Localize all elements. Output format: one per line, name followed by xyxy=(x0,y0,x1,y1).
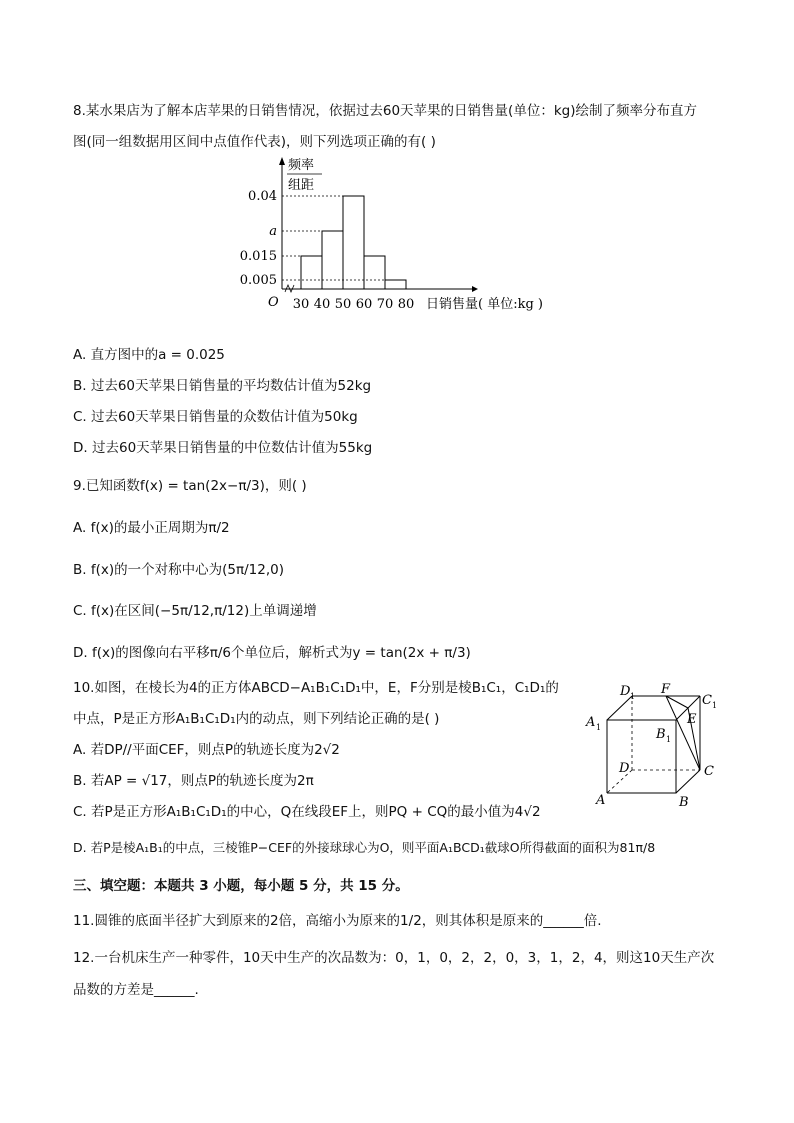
y-axis-arrow xyxy=(279,157,285,165)
frequency-histogram xyxy=(230,153,570,318)
q10-option-c: C. 若P是正方形A₁B₁C₁D₁的中心，Q在线段EF上，则PQ + CQ的最小值为4√2 xyxy=(73,804,541,820)
label-A: A xyxy=(596,793,606,808)
q10-option-b: B. 若AP = √17，则点P的轨迹长度为2π xyxy=(73,773,314,789)
bar-60-70 xyxy=(364,256,385,289)
label-A1-sub: 1 xyxy=(596,723,602,732)
q11-stem: 11.圆锥的底面半径扩大到原来的2倍，高缩小为原来的1/2，则其体积是原来的______倍. xyxy=(73,913,602,929)
q8-stem-line2: 图(同一组数据用区间中点值作代表)，则下列选项正确的有( ) xyxy=(73,134,436,150)
q12-stem-line1: 12.一台机床生产一种零件，10天中生产的次品数为：0，1，0，2，2，0，3，1，2，4，则这10天生产次 xyxy=(73,950,715,966)
q9-option-b: B. f(x)的一个对称中心为(5π/12,0) xyxy=(73,562,284,578)
ytick-0.015: 0.015 xyxy=(239,249,277,264)
q9-option-c: C. f(x)在区间(−5π/12,π/12)上单调递增 xyxy=(73,603,317,619)
xlabel: 日销售量( 单位:kg ) xyxy=(426,297,543,312)
q10-stem-line1: 10.如图，在棱长为4的正方体ABCD−A₁B₁C₁D₁中，E，F分别是棱B₁C₁，C₁D₁的 xyxy=(73,680,559,696)
label-D1-sub: 1 xyxy=(630,692,636,701)
label-D1: D xyxy=(620,684,631,699)
front-face xyxy=(607,720,676,793)
xtick-50: 50 xyxy=(334,297,352,312)
q9-option-a: A. f(x)的最小正周期为π/2 xyxy=(73,520,230,536)
q9-option-d: D. f(x)的图像向右平移π/6个单位后，解析式为y = tan(2x + π/3) xyxy=(73,645,471,661)
bar-70-80 xyxy=(385,280,406,289)
q8-stem-line1: 8.某水果店为了解本店苹果的日销售情况，依据过去60天苹果的日销售量(单位：kg)绘制了频率分布直方 xyxy=(73,103,697,119)
ytick-a: a xyxy=(269,224,277,239)
origin-label: O xyxy=(268,295,279,310)
x-axis-arrow xyxy=(472,286,478,292)
xtick-30: 30 xyxy=(292,297,310,312)
q8-option-c: C. 过去60天苹果日销售量的众数估计值为50kg xyxy=(73,409,358,425)
xtick-40: 40 xyxy=(313,297,331,312)
label-C1-sub: 1 xyxy=(712,701,718,710)
segment-FC xyxy=(666,696,700,770)
edge-BC xyxy=(676,770,700,793)
label-B1-sub: 1 xyxy=(666,735,672,744)
q9-stem: 9.已知函数f(x) = tan(2x−π/3)，则( ) xyxy=(73,478,307,494)
label-C: C xyxy=(704,764,714,779)
label-B1: B xyxy=(656,727,666,742)
edge-A1D1 xyxy=(607,696,632,720)
cube-diagram xyxy=(580,680,730,812)
xtick-60: 60 xyxy=(355,297,373,312)
q10-option-d: D. 若P是棱A₁B₁的中点，三棱锥P−CEF的外接球球心为O，则平面A₁BCD₁截球O所得截面的面积为81π/8 xyxy=(73,840,656,855)
ylabel-numerator: 频率 xyxy=(288,158,315,173)
label-A1: A xyxy=(586,715,596,730)
q10-stem-line2: 中点，P是正方形A₁B₁C₁D₁内的动点，则下列结论正确的是( ) xyxy=(73,711,440,727)
ytick-0.005: 0.005 xyxy=(239,273,277,288)
q12-stem-line2: 品数的方差是______. xyxy=(73,982,199,998)
label-C1: C xyxy=(702,693,712,708)
q10-option-a: A. 若DP//平面CEF，则点P的轨迹长度为2√2 xyxy=(73,742,340,758)
label-B: B xyxy=(679,795,689,810)
axis-break-mark xyxy=(285,285,294,292)
ytick-0.04: 0.04 xyxy=(248,189,277,204)
q8-option-d: D. 过去60天苹果日销售量的中位数估计值为55kg xyxy=(73,440,373,456)
xtick-70: 70 xyxy=(376,297,394,312)
section3-title: 三、填空题：本题共 3 小题，每小题 5 分，共 15 分。 xyxy=(73,878,409,894)
label-F: F xyxy=(661,682,671,697)
q8-option-b: B. 过去60天苹果日销售量的平均数估计值为52kg xyxy=(73,378,372,394)
xtick-80: 80 xyxy=(397,297,415,312)
ylabel-denominator: 组距 xyxy=(288,178,315,193)
bar-30-40 xyxy=(301,256,322,289)
label-E: E xyxy=(687,712,697,727)
label-D: D xyxy=(619,761,630,776)
q8-option-a: A. 直方图中的a = 0.025 xyxy=(73,347,225,363)
bar-50-60 xyxy=(343,196,364,289)
